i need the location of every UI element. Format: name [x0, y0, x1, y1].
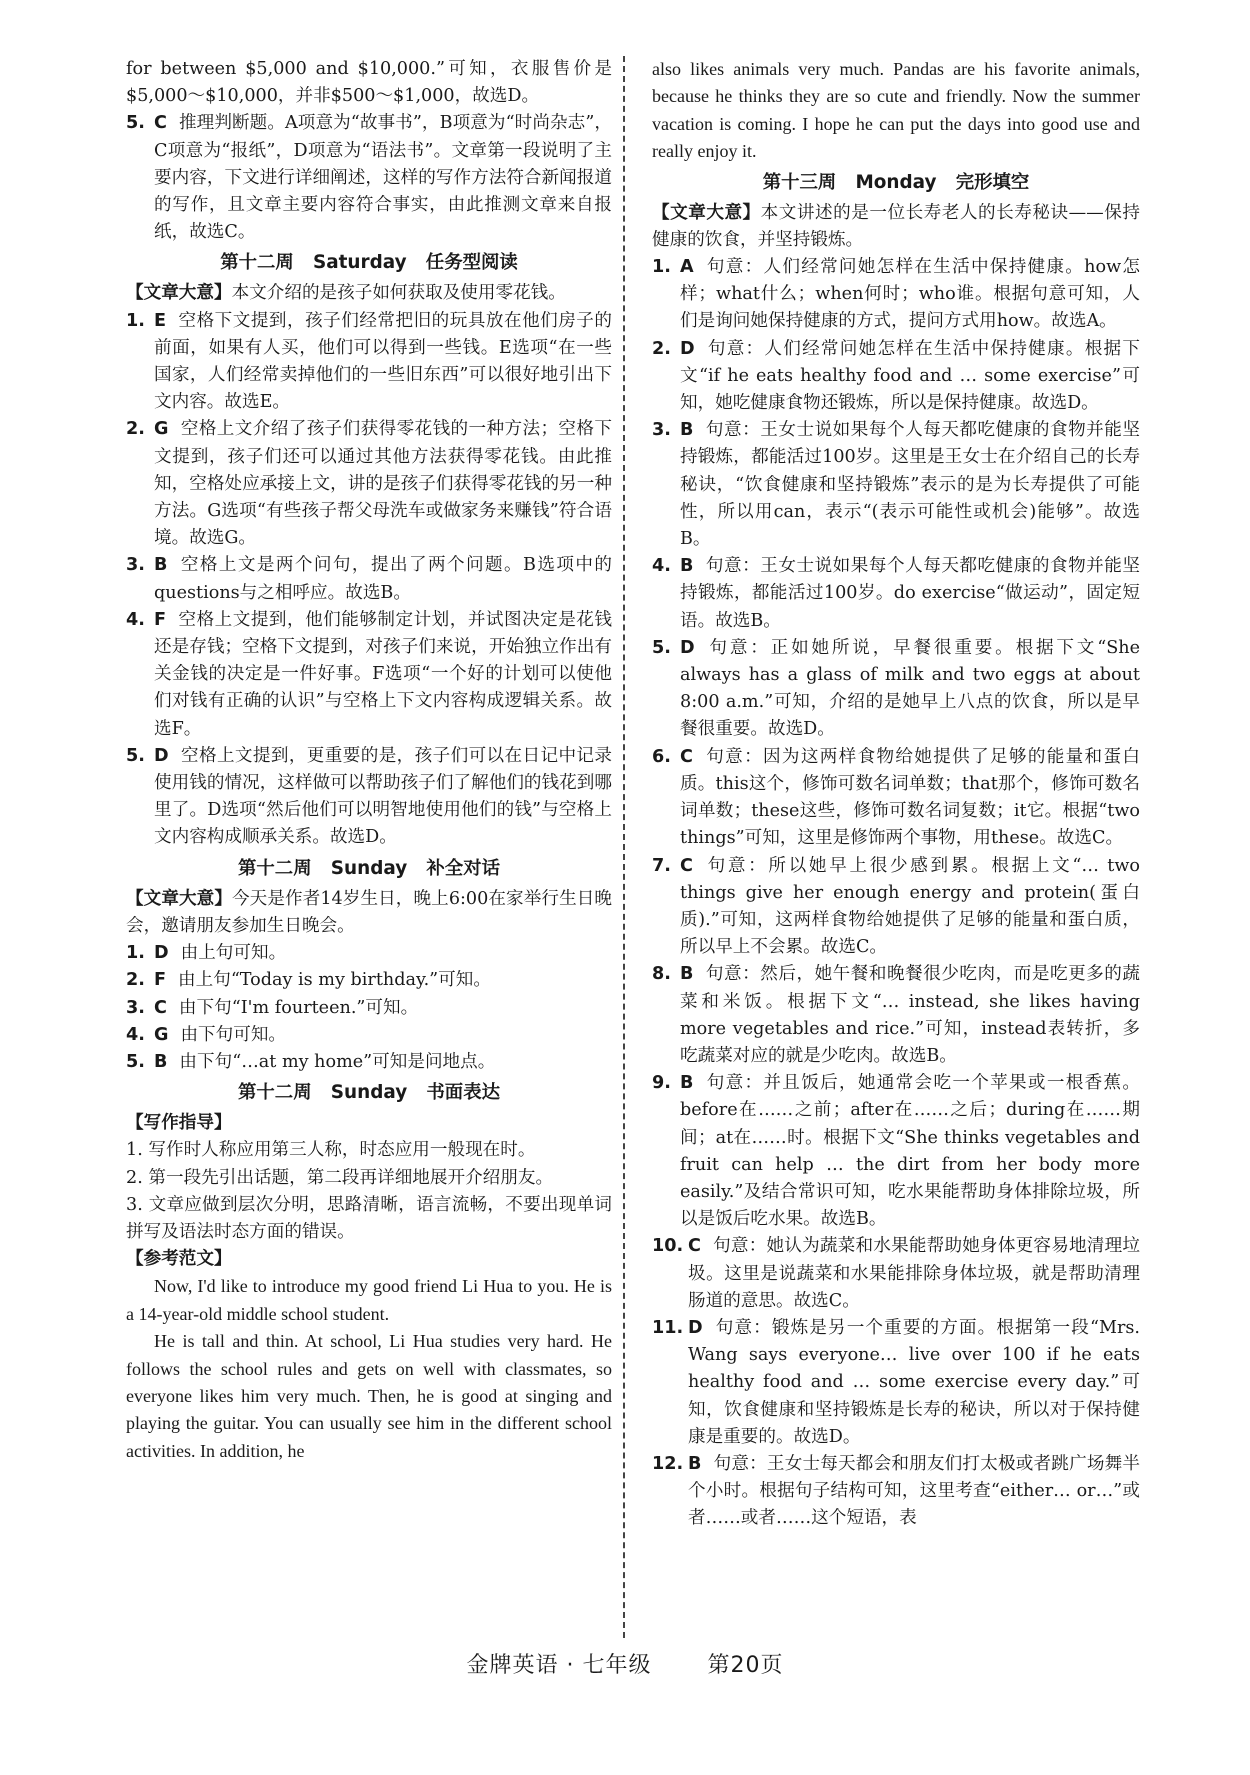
- item-number: 11.: [652, 1317, 684, 1338]
- answer-item: [652, 1451, 1140, 1533]
- section-heading: 第十三周 Monday 完形填空: [762, 171, 1030, 193]
- column-divider: [623, 56, 625, 1638]
- answer-item: [126, 552, 612, 606]
- item-answer: B: [680, 556, 694, 577]
- item-text: [680, 1070, 1140, 1233]
- item-explanation: 句意：锻炼是另一个重要的方面。根据第一段“Mrs. Wang says everyone… live over 100 if he eats healthy food and … some exercise every day.”可知，饮食健康和坚持锻炼是长寿的秘诀，所以对于保持健康是重要的。故选D。: [688, 1317, 1140, 1447]
- item-explanation: 句意：她认为蔬菜和水果能帮助她身体更容易地清理垃圾。这里是说蔬菜和水果能排除身体垃圾，就是帮助清理肠道的意思。故选C。: [688, 1236, 1140, 1311]
- guide-line: 2. 第一段先引出话题，第二段再详细地展开介绍朋友。: [126, 1167, 554, 1188]
- item-answer: B: [154, 1051, 168, 1072]
- item-text: [688, 1315, 1140, 1451]
- summary-tag: 【文章大意】: [652, 202, 761, 223]
- item-explanation: 句意：然后，她午餐和晚餐很少吃肉，而是吃更多的蔬菜和米饭。根据下文“… instead, she likes having more vegetables and rice.”可知，instead表转折，多吃蔬菜对应的就是少吃肉。故选B。: [680, 964, 1140, 1066]
- item-text: [680, 553, 1140, 635]
- item-number: 3.: [126, 555, 145, 576]
- item-text: [680, 961, 1140, 1070]
- guide-line: 3. 文章应做到层次分明，思路清晰，语言流畅，不要出现单词拼写及语法时态方面的错误。: [126, 1194, 612, 1242]
- item-number: 1.: [126, 943, 145, 964]
- item-text: [154, 416, 612, 552]
- continued-text: for between $5,000 and $10,000.”可知，衣服售价是$5,000～$10,000，并非$500～$1,000，故选D。: [126, 59, 612, 107]
- item-answer: G: [154, 1024, 169, 1045]
- item-number: 6.: [652, 746, 671, 767]
- item-explanation: 由下句可知。: [180, 1024, 287, 1045]
- item-explanation: 句意：王女士说如果每个人每天都吃健康的食物并能坚持锻炼，都能活过100岁。这里是王女士在介绍自己的长寿秘诀，“饮食健康和坚持锻炼”表示的是为长寿提供了可能性，所以用can，表示“(表示可能性或机会)能够”。故选B。: [680, 420, 1140, 550]
- item-answer: B: [680, 964, 694, 985]
- item-answer: B: [680, 1073, 694, 1094]
- item-answer: G: [154, 419, 169, 440]
- answer-list: [126, 308, 612, 852]
- answer-item: [126, 1049, 612, 1076]
- item-number: 2.: [652, 338, 671, 359]
- section-heading: 第十二周 Sunday 书面表达: [238, 1082, 500, 1104]
- answer-item: [126, 308, 612, 417]
- item-explanation: 空格下文提到，孩子们经常把旧的玩具放在他们房子的前面，如果有人买，他们可以得到一些钱。E选项“在一些国家，人们经常卖掉他们的一些旧东西”可以很好地引出下文内容。故选E。: [154, 310, 612, 413]
- item-explanation: 由上句“Today is my birthday.”可知。: [178, 970, 491, 991]
- item-explanation: 由上句可知。: [180, 943, 287, 964]
- summary-tag: 【文章大意】: [126, 888, 233, 909]
- section-summary: [126, 280, 612, 307]
- right-column: [652, 56, 1140, 1533]
- item-explanation: 空格上文提到，更重要的是，孩子们可以在日记中记录使用钱的情况，这样做可以帮助孩子们了解他们的钱花到哪里了。D选项“然后他们可以明智地使用他们的钱”与空格上文内容构成顺承关系。故选D。: [154, 745, 612, 848]
- item-explanation: 由下句“…at my home”可知是问地点。: [179, 1051, 496, 1072]
- item-text: [154, 607, 612, 743]
- item-text: [154, 110, 612, 246]
- item-number: 1.: [652, 257, 671, 278]
- answer-item: [652, 254, 1140, 336]
- sample-paragraph: Now, I'd like to introduce my good friend Li Hua to you. He is a 14-year-old middle school student.: [126, 1276, 612, 1324]
- item-explanation: 句意：正如她所说，早餐很重要。根据下文“She always has a glass of milk and two eggs at about 8:00 a.m.”可知，介绍的是她早上八点的饮食，所以是早餐很重要。故选D。: [680, 637, 1140, 740]
- item-text: [680, 635, 1140, 744]
- item-answer: D: [680, 338, 695, 359]
- item-answer: C: [680, 746, 693, 767]
- item-text: [154, 940, 612, 967]
- item-number: 3.: [652, 420, 671, 441]
- answer-item: [126, 743, 612, 852]
- answer-item: [126, 607, 612, 743]
- item-explanation: 句意：王女士每天都会和朋友们打太极或者跳广场舞半个小时。根据句子结构可知，这里考查“either… or…”或者……或者……这个短语，表: [688, 1453, 1140, 1529]
- answer-item: [652, 1315, 1140, 1451]
- summary-tag: 【文章大意】: [126, 283, 232, 304]
- item-text: [688, 1451, 1140, 1533]
- item-answer: D: [154, 745, 169, 766]
- item-answer: F: [154, 609, 167, 630]
- guide-line: 1. 写作时人称应用第三人称，时态应用一般现在时。: [126, 1140, 536, 1161]
- item-text: [680, 254, 1140, 336]
- item-number: 2.: [126, 419, 145, 440]
- item-text: [154, 552, 612, 606]
- item-text: [154, 1022, 612, 1049]
- item-explanation: 推理判断题。A项意为“故事书”，B项意为“时尚杂志”，C项意为“报纸”，D项意为“语法书”。文章第一段说明了主要内容，下文进行详细阐述，这样的写作方法符合新闻报道的写作，且文章主要内容符合事实，由此推测文章来自报纸，故选C。: [154, 113, 612, 243]
- answer-item: [652, 1233, 1140, 1315]
- answer-item: [126, 995, 612, 1022]
- answer-item: [652, 853, 1140, 962]
- item-explanation: 句意：人们经常问她怎样在生活中保持健康。根据下文“if he eats healthy food and … some exercise”可知，她吃健康食物还锻炼，所以是保持健康。故选D。: [680, 338, 1140, 414]
- summary-text: 今天是作者14岁生日，晚上6:00在家举行生日晚会，邀请朋友参加生日晚会。: [126, 888, 612, 936]
- answer-item: [652, 417, 1140, 553]
- answer-item: [652, 744, 1140, 853]
- sample-paragraph: He is tall and thin. At school, Li Hua studies very hard. He follows the school rules and gets on well with classmates, so everyone likes him very much. Then, he is good at singing and playing the guitar. You can usually see him in the different school activities. In addition, he: [126, 1331, 612, 1461]
- summary-text: 本文介绍的是孩子如何获取及使用零花钱。: [231, 283, 566, 304]
- answer-item: [652, 635, 1140, 744]
- item-number: 10.: [652, 1236, 684, 1257]
- item-answer: C: [154, 113, 167, 134]
- item-answer: D: [688, 1317, 703, 1338]
- item-number: 8.: [652, 964, 671, 985]
- item-text: [680, 336, 1140, 418]
- item-number: 12.: [652, 1453, 684, 1474]
- answer-item: [652, 961, 1140, 1070]
- answer-item: [652, 336, 1140, 418]
- item-text: [688, 1233, 1140, 1315]
- answer-list: [652, 254, 1140, 1533]
- answer-item: [126, 940, 612, 967]
- item-answer: C: [688, 1236, 701, 1257]
- item-answer: B: [688, 1453, 702, 1474]
- item-answer: D: [154, 943, 169, 964]
- item-text: [680, 853, 1140, 962]
- answer-item: [652, 553, 1140, 635]
- answer-list: [126, 940, 612, 1076]
- guide-tag: 【写作指导】: [126, 1113, 232, 1134]
- item-explanation: 空格上文提到，他们能够制定计划，并试图决定是花钱还是存钱；空格下文提到，对孩子们来说，开始独立作出有关金钱的决定是一件好事。F选项“一个好的计划可以使他们对钱有正确的认识”与空格上下文内容构成逻辑关系。故选F。: [154, 609, 612, 739]
- page-number: 第20页: [707, 1653, 784, 1678]
- item-text: [154, 995, 612, 1022]
- item-number: 4.: [126, 1024, 145, 1045]
- item-answer: A: [680, 257, 694, 278]
- item-number: 5.: [126, 745, 145, 766]
- answer-item: [126, 110, 612, 246]
- item-answer: B: [154, 555, 168, 576]
- section-summary: [126, 886, 612, 940]
- item-explanation: 句意：并且饭后，她通常会吃一个苹果或一根香蕉。before在……之前；after在……之后；during在……期间；at在……时。根据下文“She thinks vegetables and fruit can help … the dirt from her body more easily.”及结合常识可知，吃水果能帮助身体排除垃圾，所以是饭后吃水果。故选B。: [680, 1073, 1140, 1230]
- item-answer: D: [680, 637, 695, 658]
- item-number: 4.: [126, 609, 145, 630]
- answer-item: [126, 967, 612, 994]
- item-answer: F: [154, 970, 167, 991]
- item-text: [154, 743, 612, 852]
- item-text: [154, 1049, 612, 1076]
- item-explanation: 句意：王女士说如果每个人每天都吃健康的食物并能坚持锻炼，都能活过100岁。do exercise“做运动”，固定短语。故选B。: [680, 556, 1140, 631]
- sample-tag: 【参考范文】: [126, 1249, 232, 1270]
- item-explanation: 句意：人们经常问她怎样在生活中保持健康。how怎样；what什么；when何时；who谁。根据句意可知，人们是询问她保持健康的方式，提问方式用how。故选A。: [680, 257, 1140, 332]
- item-text: [680, 744, 1140, 853]
- item-number: 7.: [652, 855, 671, 876]
- item-text: [154, 967, 612, 994]
- item-number: 5.: [126, 113, 145, 134]
- item-number: 5.: [126, 1051, 145, 1072]
- item-number: 4.: [652, 556, 671, 577]
- item-explanation: 句意：所以她早上很少感到累。根据上文“… two things give her enough energy and protein(蛋白质).”可知，这两样食物给她提供了足够的能量和蛋白质，所以早上不会累。故选C。: [680, 855, 1140, 958]
- book-title: 金牌英语 · 七年级: [466, 1653, 652, 1678]
- answer-item: [126, 416, 612, 552]
- section-heading: 第十二周 Saturday 任务型阅读: [220, 252, 518, 274]
- item-explanation: 句意：因为这两样食物给她提供了足够的能量和蛋白质。this这个，修饰可数名词单数；that那个，修饰可数名词单数；these这些，修饰可数名词复数；it它。根据“two things”可知，这里是修饰两个事物，用these。故选C。: [680, 746, 1140, 849]
- section-heading: 第十二周 Sunday 补全对话: [238, 857, 500, 879]
- item-explanation: 空格上文是两个问句，提出了两个问题。B选项中的questions与之相呼应。故选B。: [154, 555, 612, 603]
- item-number: 5.: [652, 637, 671, 658]
- item-answer: C: [154, 997, 167, 1018]
- item-answer: B: [680, 420, 694, 441]
- item-answer: E: [154, 310, 167, 331]
- item-explanation: 空格上文介绍了孩子们获得零花钱的一种方法；空格下文提到，孩子们还可以通过其他方法获得零花钱。由此推知，空格处应承接上文，讲的是孩子们获得零花钱的另一种方法。G选项“有些孩子帮父母洗车或做家务来赚钱”符合语境。故选G。: [154, 419, 612, 549]
- sample-continued: also likes animals very much. Pandas are his favorite animals, because he thinks they are so cute and friendly. Now the summer vacation is coming. I hope he can put the days into good use and really enjoy it.: [652, 59, 1140, 162]
- item-number: 9.: [652, 1073, 671, 1094]
- page-footer: [0, 1648, 1250, 1679]
- item-number: 2.: [126, 970, 145, 991]
- summary-text: 本文讲述的是一位长寿老人的长寿秘诀——保持健康的饮食，并坚持锻炼。: [652, 202, 1140, 250]
- item-number: 1.: [126, 310, 145, 331]
- left-column: [126, 56, 612, 1465]
- answer-item: [652, 1070, 1140, 1233]
- item-text: [680, 417, 1140, 553]
- answer-item: [126, 1022, 612, 1049]
- section-summary: [652, 200, 1140, 254]
- item-number: 3.: [126, 997, 145, 1018]
- item-answer: C: [680, 855, 693, 876]
- item-explanation: 由下句“I'm fourteen.”可知。: [178, 997, 419, 1018]
- item-text: [154, 308, 612, 417]
